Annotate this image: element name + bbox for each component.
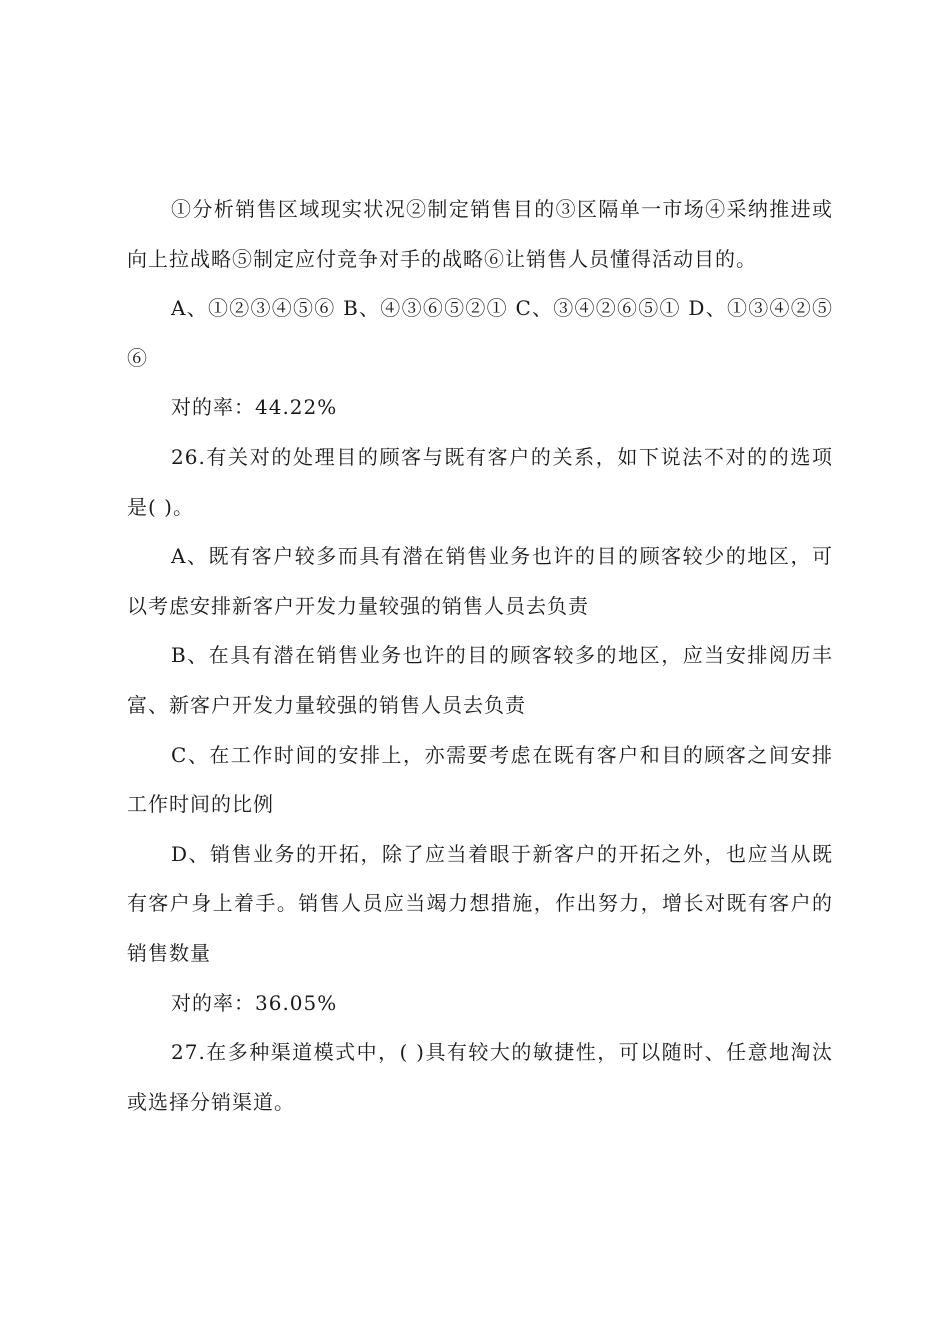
question-26-option-d: D、销售业务的开拓，除了应当着眼于新客户的开拓之外，也应当从既有客户身上着手。销售人员应当竭力想措施，作出努力，增长对既有客户的销售数量	[127, 841, 833, 965]
question-25-accuracy: 对的率：44.22%	[171, 395, 338, 420]
question-26-stem: 26.有关对的处理目的顾客与既有客户的关系，如下说法不对的的选项是( )。	[127, 444, 833, 519]
question-27-stem: 27.在多种渠道模式中，( )具有较大的敏捷性，可以随时、任意地淘汰或选择分销渠道。	[127, 1040, 833, 1114]
document-page	[127, 185, 833, 1127]
question-26-option-b: B、在具有潜在销售业务也许的目的顾客较多的地区，应当安排阅历丰富、新客户开发力量较强的销售人员去负责	[127, 643, 833, 717]
question-26-option-a: A、既有客户较多而具有潜在销售业务也许的目的顾客较少的地区，可以考虑安排新客户开发力量较强的销售人员去负责	[127, 544, 833, 618]
question-26-accuracy: 对的率：36.05%	[171, 990, 338, 1015]
question-25-options: A、①②③④⑤⑥ B、④③⑥⑤②① C、③④②⑥⑤① D、①③④②⑤⑥	[127, 296, 833, 370]
question-26-option-c: C、在工作时间的安排上，亦需要考虑在既有客户和目的顾客之间安排工作时间的比例	[127, 742, 833, 817]
question-25-steps: ①分析销售区域现实状况②制定销售目的③区隔单一市场④采纳推进或向上拉战略⑤制定应付竞争对手的战略⑥让销售人员懂得活动目的。	[127, 197, 833, 271]
